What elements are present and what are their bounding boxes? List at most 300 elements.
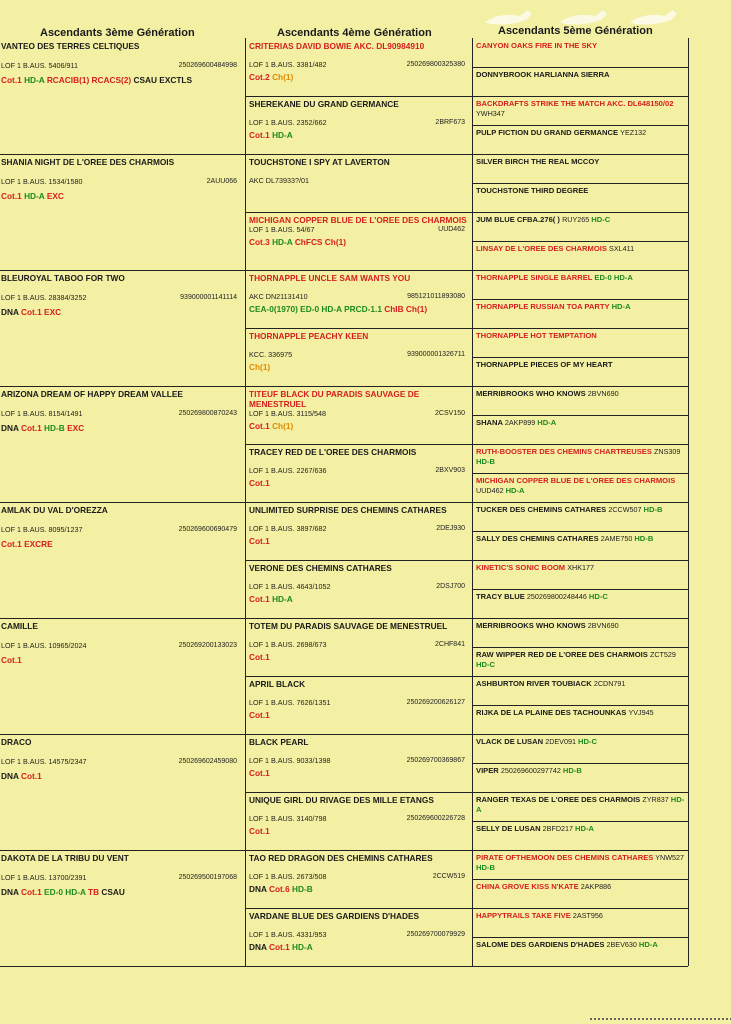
chip-number: 250269700369867 [406,757,465,764]
gen5-text: 2BEV630 [606,940,639,949]
registration-number: LOF 1 B.AUS. 8154/1491 [1,409,83,418]
gen5-text: 2CDN791 [593,679,626,688]
chip-number: 250269500197068 [178,874,237,881]
title-text: Cot.1 [249,594,273,604]
gen5-text: ZYR837 [642,795,671,804]
row-divider [245,328,688,329]
gen3-entry [1,621,240,731]
chip-number: 250269602459080 [178,758,237,765]
registration-number: LOF 1 B.AUS. 10965/2024 [1,641,87,650]
gen4-entry [249,157,468,210]
gen5-text: ZNS309 [654,447,681,456]
gen5-text: CANYON OAKS FIRE IN THE SKY [476,41,598,50]
gen5-text: 2BFD217 [542,824,576,833]
gen4-entry [249,273,468,326]
title-text: RCACIB(1) RCACS(2) [46,75,134,85]
gen5-text: RUY265 [562,215,592,224]
title-text: Cot.1 [249,826,270,836]
titles-line [1,307,240,317]
row-divider [472,473,688,474]
registration-number: LOF 1 B.AUS. 3115/548 [249,409,326,418]
title-text: ChIB Ch(1) [384,304,428,314]
row-divider [472,647,688,648]
gen5-header: Ascendants 5ème Génération [498,25,653,37]
titles-line [249,826,468,836]
title-text: EXCRE [24,539,53,549]
gen5-entry [476,737,685,762]
gen5-text: 2BVN690 [587,621,619,630]
row-divider [472,821,688,822]
gen3-entry [1,737,240,847]
gen3-header: Ascendants 3ème Génération [40,27,195,39]
gen5-text: ZCT529 [649,650,676,659]
dog-name: APRIL BLACK [249,679,306,689]
gen5-text: TOUCHSTONE THIRD DEGREE [476,186,589,195]
dog-name: SHEREKANE DU GRAND GERMANCE [249,99,399,109]
title-text: Ch(1) [272,421,294,431]
gen5-entry [476,476,685,501]
dog-name: VARDANE BLUE DES GARDIENS D'HADES [249,911,420,921]
gen5-text: SILVER BIRCH THE REAL MCCOY [476,157,600,166]
title-text: Cot.1 [1,655,22,665]
dog-name: TOUCHSTONE I SPY AT LAVERTON [249,157,390,167]
chip-number: 250269600226728 [406,815,465,822]
chip-number: 250269800325380 [406,61,465,68]
gen5-entry [476,128,685,153]
registration-number: LOF 1 B.AUS. 13700/2391 [1,873,87,882]
title-text: Cot.6 [268,884,293,894]
title-text: EXC [67,423,85,433]
gen4-entry [249,447,468,500]
chip-number: 2BRF673 [435,119,465,126]
chip-number: 939000001326711 [407,351,465,358]
gen5-text: SALOME DES GARDIENS D'HADES [476,940,607,949]
gen5-text: HD-B [643,505,663,514]
gen5-text: YVJ945 [628,708,654,717]
gen5-entry [476,766,685,791]
dog-name: THORNAPPLE UNCLE SAM WANTS YOU [249,273,411,283]
title-text: HD-A [292,942,313,952]
titles-line [249,884,468,894]
chip-number: 2CHF841 [435,641,465,648]
registration-number: LOF 1 B.AUS. 4331/953 [249,930,327,939]
titles-line [249,72,468,82]
title-text: DNA [1,423,21,433]
chip-number: 250269200626127 [406,699,465,706]
registration-number: LOF 1 B.AUS. 4643/1052 [249,582,331,591]
gen5-text: MERRIBROOKS WHO KNOWS [476,621,588,630]
registration-number: LOF 1 B.AUS. 54/67 [249,225,315,234]
title-text: ED-0 HD-A [44,887,88,897]
row-divider [0,270,688,271]
gen5-text: SALLY DES CHEMINS CATHARES [476,534,601,543]
gen5-text: SXL411 [609,244,635,253]
row-divider [472,67,688,68]
chip-number: 2DEJ930 [436,525,465,532]
scan-edge-dots [590,1018,731,1020]
dog-name: VERONE DES CHEMINS CATHARES [249,563,392,573]
chip-number: 2CSV150 [435,410,465,417]
gen3-entry [1,853,240,963]
dog-name: CAMILLE [1,621,38,631]
gen5-entry [476,795,685,820]
row-divider [245,908,688,909]
gen3-entry [1,157,240,267]
dog-name: TRACEY RED DE L'OREE DES CHARMOIS [249,447,417,457]
gen5-entry [476,418,685,443]
chip-number: 939000001141114 [180,294,237,301]
gen5-text: THORNAPPLE HOT TEMPTATION [476,331,597,340]
gen5-entry [476,679,685,704]
title-text: Cot.1 [20,307,45,317]
gen5-entry [476,389,685,414]
column-divider [688,38,689,966]
gen5-text: MICHIGAN COPPER BLUE DE L'OREE DES CHARMOIS [476,476,676,485]
registration-number: LOF 1 B.AUS. 2673/508 [249,872,327,881]
dog-name: VANTEO DES TERRES CELTIQUES [1,41,140,51]
registration-number: AKC DL73933?/01 [249,176,309,185]
gen5-text: 2AST956 [572,911,603,920]
gen5-text: TRACY BLUE [476,592,527,601]
row-divider [472,531,688,532]
gen5-text: 2DEV091 [545,737,578,746]
gen3-entry [1,389,240,499]
gen5-text: JUM BLUE CFBA.276( ) [476,215,563,224]
gen5-text: HD-A [575,824,595,833]
gen4-entry [249,215,468,268]
gen5-entry [476,505,685,530]
row-divider [0,850,688,851]
titles-line [249,478,468,488]
gen5-text: YWH347 [476,109,505,118]
title-text: HD-A [24,75,47,85]
gen5-text: KINETIC'S SONIC BOOM [476,563,568,572]
dog-name: ARIZONA DREAM OF HAPPY DREAM VALLEE [1,389,183,399]
chip-number: 250269200133023 [178,642,237,649]
gen5-entry [476,882,685,907]
title-text: Ch(1) [249,362,271,372]
gen5-text: HD-A [537,418,557,427]
gen5-entry [476,708,685,733]
gen5-text: HD-B [476,457,495,466]
gen5-text: 2BVN690 [587,389,619,398]
gen5-text: PIRATE OFTHEMOON DES CHEMINS CATHARES [476,853,654,862]
titles-line [249,652,468,662]
title-text: Cot.1 [249,710,270,720]
gen5-entry [476,302,685,327]
gen5-text: HD-A [505,486,525,495]
gen5-entry [476,157,685,182]
title-text: Cot.1 [249,421,273,431]
title-text: HD-B [44,423,68,433]
title-text: Cot.1 [1,191,25,201]
dog-name: BLACK PEARL [249,737,309,747]
gen5-text: UUD462 [476,486,506,495]
gen5-entry [476,534,685,559]
gen5-text: XHK177 [567,563,595,572]
gen4-entry [249,563,468,616]
dog-name: UNLIMITED SURPRISE DES CHEMINS CATHARES [249,505,447,515]
gen5-text: 2AKP899 [504,418,538,427]
dog-name: TAO RED DRAGON DES CHEMINS CATHARES [249,853,433,863]
registration-number: LOF 1 B.AUS. 3897/682 [249,524,327,533]
gen5-text: YEZ132 [620,128,647,137]
row-divider [245,560,688,561]
gen5-entry [476,273,685,298]
gen5-text: PULP FICTION DU GRAND GERMANCE [476,128,621,137]
title-text: Cot.1 [249,536,270,546]
title-text: DNA [1,307,21,317]
registration-number: LOF 1 B.AUS. 7626/1351 [249,698,331,707]
title-text: HD-B [292,884,313,894]
gen5-entry [476,621,685,646]
gen5-text: HD-C [588,592,608,601]
gen5-text: SHANA [476,418,505,427]
gen5-text: HD-B [476,863,495,872]
title-text: Cot.1 [20,423,45,433]
gen5-entry [476,70,685,95]
chip-number: 250269800870243 [178,410,237,417]
gen4-entry [249,795,468,848]
titles-line [1,75,240,85]
gen3-entry [1,505,240,615]
registration-number: AKC DN21131410 [249,292,308,301]
row-divider [472,879,688,880]
gen5-text: HD-B [634,534,654,543]
gen3-entry [1,41,240,151]
dog-name: DAKOTA DE LA TRIBU DU VENT [1,853,129,863]
chip-number: 2AUU066 [206,178,237,185]
chip-number: 250269700079929 [406,931,465,938]
gen5-text: MERRIBROOKS WHO KNOWS [476,389,588,398]
gen5-entry [476,215,685,240]
title-text: Cot.3 [249,237,273,247]
title-text: Cot.1 [1,75,25,85]
titles-line [1,887,240,897]
dog-silhouettes-watermark [480,4,690,28]
gen5-text: TUCKER DES CHEMINS CATHARES [476,505,609,514]
registration-number: LOF 1 B.AUS. 2698/673 [249,640,327,649]
gen5-entry [476,824,685,849]
titles-line [249,421,468,431]
gen5-entry [476,244,685,269]
registration-number: LOF 1 B.AUS. 8095/1237 [1,525,83,534]
row-divider [245,96,688,97]
chip-number: 250269600484998 [178,62,237,69]
dog-name: THORNAPPLE PEACHY KEEN [249,331,369,341]
registration-number: LOF 1 B.AUS. 3381/482 [249,60,327,69]
row-divider [245,792,688,793]
row-divider [472,705,688,706]
row-divider [245,676,688,677]
dog-name: SHANIA NIGHT DE L'OREE DES CHARMOIS [1,157,175,167]
title-text: DNA [249,942,269,952]
titles-line [1,539,240,549]
chip-number: 2BXV903 [435,467,465,474]
titles-line [249,594,468,604]
title-text: TB [88,887,102,897]
dog-name: BLEUROYAL TABOO FOR TWO [1,273,125,283]
gen4-entry [249,331,468,384]
dog-name: CRITERIAS DAVID BOWIE AKC. DL90984910 [249,41,425,51]
row-divider [0,618,688,619]
chip-number: UUD462 [438,226,465,233]
gen5-text: VIPER [476,766,501,775]
dog-name: UNIQUE GIRL DU RIVAGE DES MILLE ETANGS [249,795,434,805]
row-divider [472,183,688,184]
gen4-entry [249,911,468,964]
titles-line [249,768,468,778]
titles-line [249,130,468,140]
gen4-entry [249,99,468,152]
row-divider [0,734,688,735]
gen5-text: THORNAPPLE SINGLE BARREL [476,273,595,282]
gen5-text: 2AME750 [600,534,635,543]
registration-number: LOF 1 B.AUS. 5406/911 [1,61,78,70]
gen5-text: HD-C [476,660,495,669]
titles-line [249,942,468,952]
gen5-text: YNW527 [653,853,684,862]
title-text: Cot.1 [249,768,270,778]
titles-line [249,304,468,314]
registration-number: LOF 1 B.AUS. 2352/662 [249,118,327,127]
gen5-text: BACKDRAFTS STRIKE THE MATCH AKC. DL648150/02 [476,99,674,108]
dog-name: AMLAK DU VAL D'OREZZA [1,505,108,515]
gen5-text: ED-0 HD-A [594,273,633,282]
chip-number: 2CCW519 [432,873,465,880]
gen5-entry [476,940,685,965]
title-text: Cot.1 [268,942,293,952]
title-text: Cot.1 [20,771,42,781]
row-divider [0,386,688,387]
title-text: Cot.1 [1,539,25,549]
dog-name: TOTEM DU PARADIS SAUVAGE DE MENESTRUEL [249,621,448,631]
row-divider [0,154,688,155]
title-text: Cot.1 [249,478,270,488]
gen5-text: HD-C [577,737,597,746]
row-divider [0,502,688,503]
gen5-entry [476,360,685,385]
titles-line [249,710,468,720]
gen5-text: 2CCW507 [608,505,644,514]
table-bottom-border [0,966,688,967]
dog-name: TITEUF BLACK DU PARADIS SAUVAGE DE MENESTRUEL [249,389,420,409]
gen5-text: HAPPYTRAILS TAKE FIVE [476,911,573,920]
gen4-entry [249,389,468,442]
registration-number: LOF 1 B.AUS. 28384/3252 [1,293,87,302]
gen5-text: CHINA GROVE KISS N'KATE [476,882,581,891]
gen5-entry [476,592,685,617]
row-divider [472,937,688,938]
title-text: HD-A [24,191,47,201]
gen5-entry [476,650,685,675]
gen5-entry [476,911,685,936]
gen4-entry [249,737,468,790]
gen5-entry [476,41,685,66]
row-divider [472,357,688,358]
gen5-entry [476,186,685,211]
registration-number: LOF 1 B.AUS. 1534/1580 [1,177,83,186]
gen5-entry [476,853,685,878]
titles-line [1,655,240,665]
titles-line [249,362,468,372]
title-text: DNA [1,771,21,781]
title-text: HD-A [272,594,293,604]
row-divider [472,125,688,126]
registration-number: LOF 1 B.AUS. 14575/2347 [1,757,87,766]
dog-name: DRACO [1,737,32,747]
gen4-entry [249,41,468,94]
gen5-text: 250269800248446 [526,592,589,601]
title-text: EXC [46,191,64,201]
title-text: Ch(1) [272,72,294,82]
registration-number: LOF 1 B.AUS. 2267/636 [249,466,327,475]
gen5-text: HD-A [611,302,631,311]
registration-number: LOF 1 B.AUS. 9033/1398 [249,756,331,765]
title-text: HD-A [272,237,295,247]
row-divider [245,212,688,213]
gen5-text: 2AKP886 [580,882,612,891]
titles-line [1,771,240,781]
gen5-text: RUTH-BOOSTER DES CHEMINS CHARTREUSES [476,447,655,456]
gen5-text: HD-B [562,766,582,775]
titles-line [249,536,468,546]
title-text: Cot.1 [249,652,270,662]
row-divider [472,299,688,300]
chip-number: 250269600690479 [178,526,237,533]
gen5-entry [476,331,685,356]
row-divider [472,589,688,590]
gen5-entry [476,447,685,472]
title-text: DNA [249,884,269,894]
titles-line [249,237,468,247]
gen4-entry [249,853,468,906]
titles-line [1,423,240,433]
title-text: DNA [1,887,21,897]
gen5-entry [476,563,685,588]
registration-number: LOF 1 B.AUS. 3140/798 [249,814,327,823]
gen4-entry [249,621,468,674]
gen5-text: RIJKA DE LA PLAINE DES TACHOUNKAS [476,708,629,717]
gen5-text: RAW WIPPER RED DE L'OREE DES CHARMOIS [476,650,650,659]
title-text: EXC [44,307,62,317]
gen5-text: VLACK DE LUSAN [476,737,546,746]
gen5-text: 250269600297742 [500,766,563,775]
gen5-text: THORNAPPLE PIECES OF MY HEART [476,360,613,369]
title-text: CSAU EXCTLS [133,75,193,85]
title-text: Cot.1 [249,130,273,140]
gen5-text: SELLY DE LUSAN [476,824,543,833]
row-divider [472,241,688,242]
chip-number: 2DSJ700 [436,583,465,590]
title-text: CSAU [101,887,125,897]
gen5-text: HD-C [591,215,611,224]
title-text: ChFCS Ch(1) [294,237,346,247]
gen5-text: HD-A [638,940,658,949]
title-text: CEA-0(1970) ED-0 HD-A PRCD-1.1 [249,304,385,314]
title-text: Cot.2 [249,72,273,82]
gen4-header: Ascendants 4ème Génération [277,27,432,39]
dog-name: MICHIGAN COPPER BLUE DE L'OREE DES CHARMOIS [249,215,467,225]
gen3-entry [1,273,240,383]
gen5-text: LINSAY DE L'OREE DES CHARMOIS [476,244,610,253]
titles-line [1,191,240,201]
chip-number: 985121011893080 [407,293,465,300]
gen4-entry [249,505,468,558]
row-divider [472,415,688,416]
row-divider [245,444,688,445]
gen5-text: THORNAPPLE RUSSIAN TOA PARTY [476,302,612,311]
